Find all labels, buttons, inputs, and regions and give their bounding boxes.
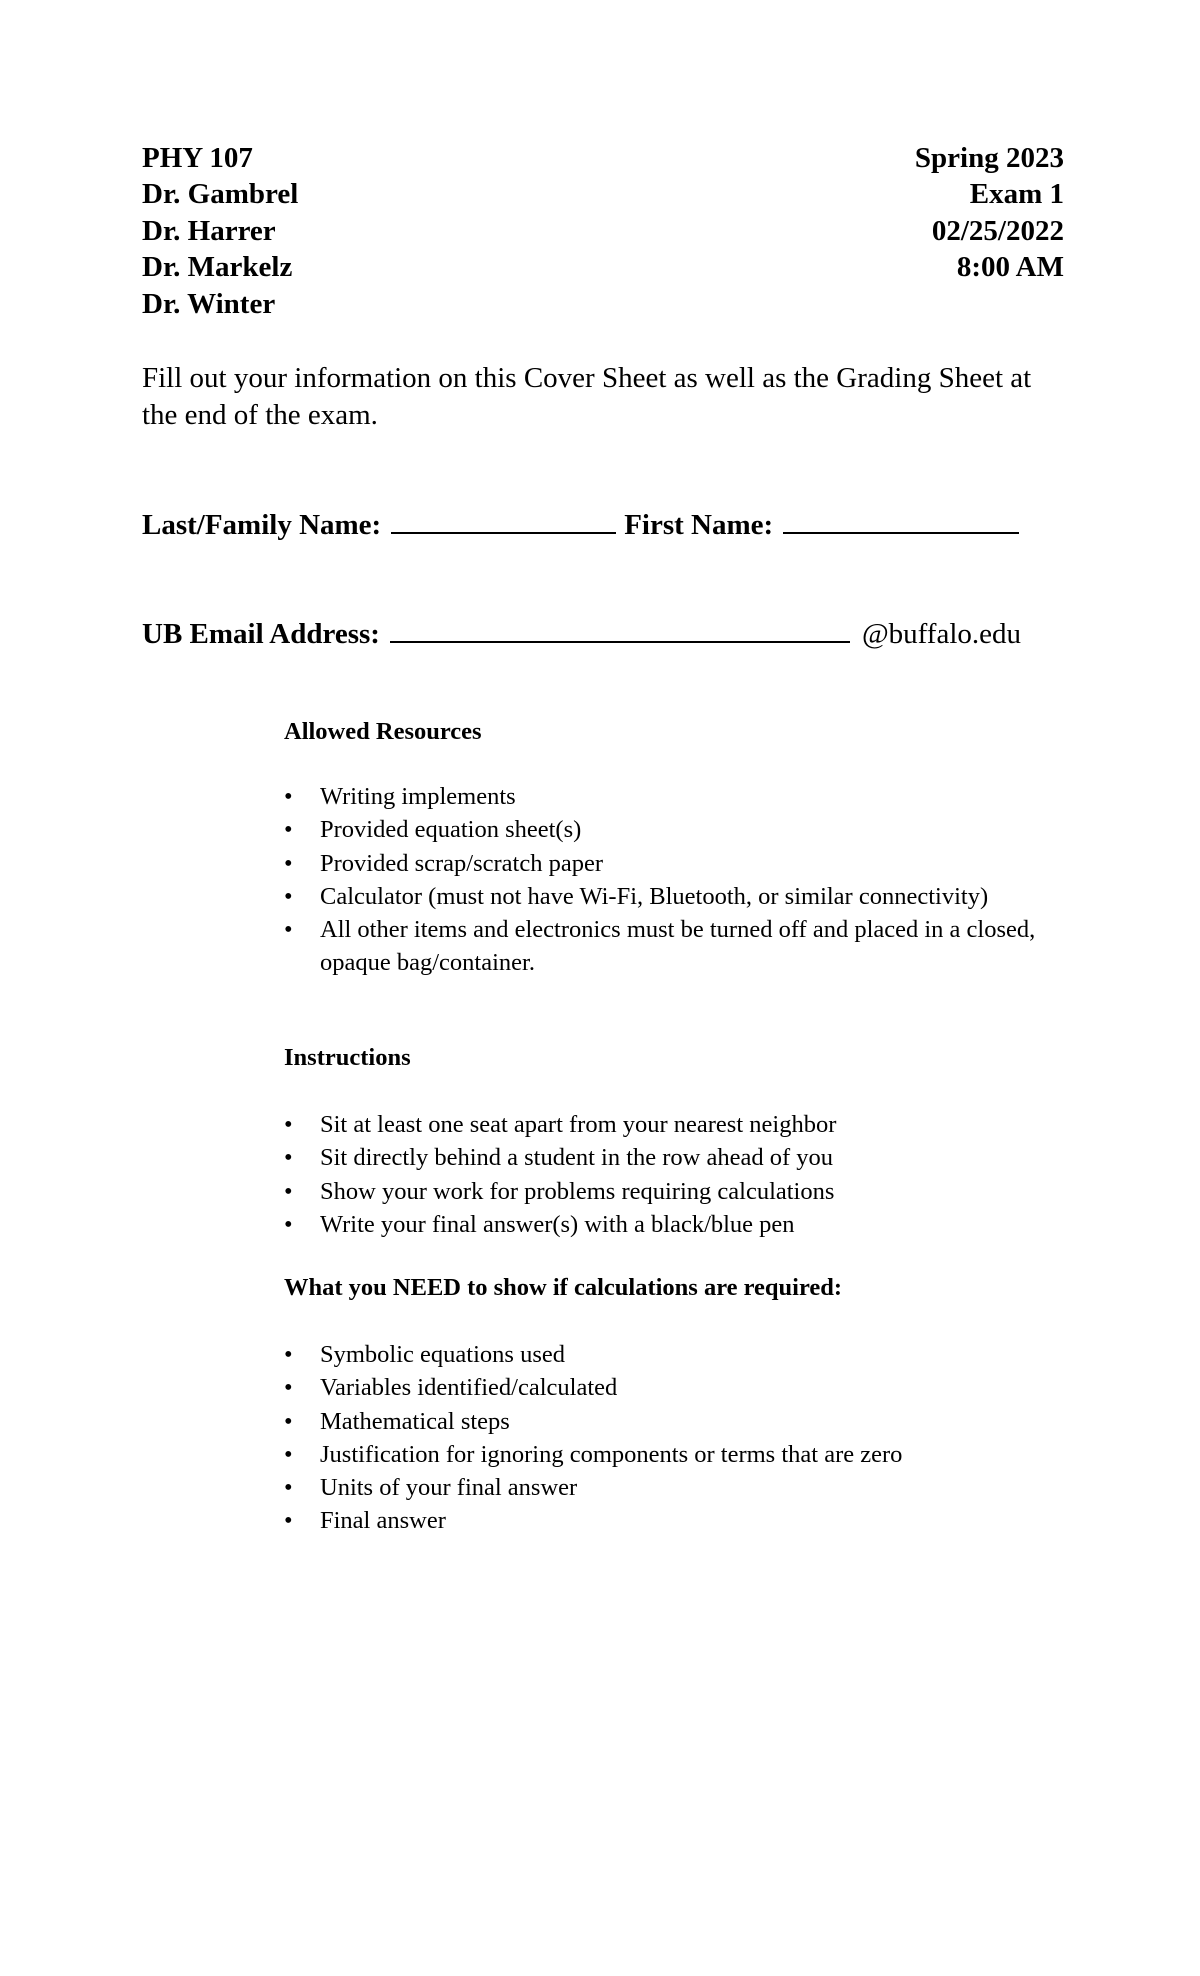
list-item: • Variables identified/calculated	[284, 1371, 1064, 1404]
need-to-show-list	[284, 1338, 1064, 1538]
exam-number: Exam 1	[969, 178, 1064, 211]
section-heading: Instructions	[284, 1044, 411, 1071]
list-item: • Justification for ignoring components or terms that are zero	[284, 1438, 1064, 1471]
email-label: UB Email Address:	[142, 618, 380, 650]
exam-date: 02/25/2022	[931, 214, 1064, 247]
list-item: • Writing implements	[284, 780, 1064, 813]
list-item: • All other items and electronics must be turned off and placed in a closed, opaque bag/container.	[284, 913, 1064, 980]
email-field-row	[142, 615, 1082, 651]
list-item: • Units of your final answer	[284, 1471, 1064, 1504]
instructor-name: Dr. Winter	[142, 287, 276, 320]
intro-instructions: Fill out your information on this Cover Sheet as well as the Grading Sheet at the end of the exam.	[142, 362, 1032, 431]
first-name-label: First Name:	[624, 509, 774, 541]
list-item: • Symbolic equations used	[284, 1338, 1064, 1371]
exam-info-block	[915, 140, 1064, 286]
instructions-section-heading	[284, 1043, 1064, 1073]
list-item: • Mathematical steps	[284, 1405, 1064, 1438]
list-item: • Sit at least one seat apart from your nearest neighbor	[284, 1108, 1064, 1141]
need-to-show-section-heading	[284, 1273, 1064, 1303]
first-name-blank[interactable]	[783, 506, 1019, 534]
exam-term: Spring 2023	[914, 142, 1064, 174]
list-item: • Final answer	[284, 1504, 1064, 1537]
last-name-blank[interactable]	[391, 506, 616, 534]
section-heading: What you NEED to show if calculations are required:	[284, 1274, 843, 1301]
course-instructors-block	[142, 140, 298, 322]
last-name-label: Last/Family Name:	[142, 509, 382, 541]
list-item: • Show your work for problems requiring calculations	[284, 1175, 1064, 1208]
list-item: • Calculator (must not have Wi-Fi, Bluetooth, or similar connectivity)	[284, 880, 1064, 913]
exam-time: 8:00 AM	[956, 251, 1064, 284]
instructor-name: Dr. Markelz	[142, 251, 293, 284]
email-domain: @buffalo.edu	[861, 618, 1021, 650]
allowed-resources-list	[284, 780, 1064, 980]
instructor-name: Dr. Harrer	[142, 214, 276, 247]
course-code: PHY 107	[142, 142, 253, 174]
email-blank[interactable]	[390, 615, 850, 643]
section-heading: Allowed Resources	[284, 718, 482, 745]
instructions-list	[284, 1108, 1064, 1241]
list-item: • Write your final answer(s) with a black/blue pen	[284, 1208, 1064, 1241]
instructor-name: Dr. Gambrel	[142, 178, 299, 211]
list-item: • Provided scrap/scratch paper	[284, 847, 1064, 880]
list-item: • Sit directly behind a student in the row ahead of you	[284, 1141, 1064, 1174]
list-item: • Provided equation sheet(s)	[284, 813, 1064, 846]
allowed-resources-section-heading	[284, 717, 1064, 747]
name-fields-row	[142, 506, 1082, 542]
